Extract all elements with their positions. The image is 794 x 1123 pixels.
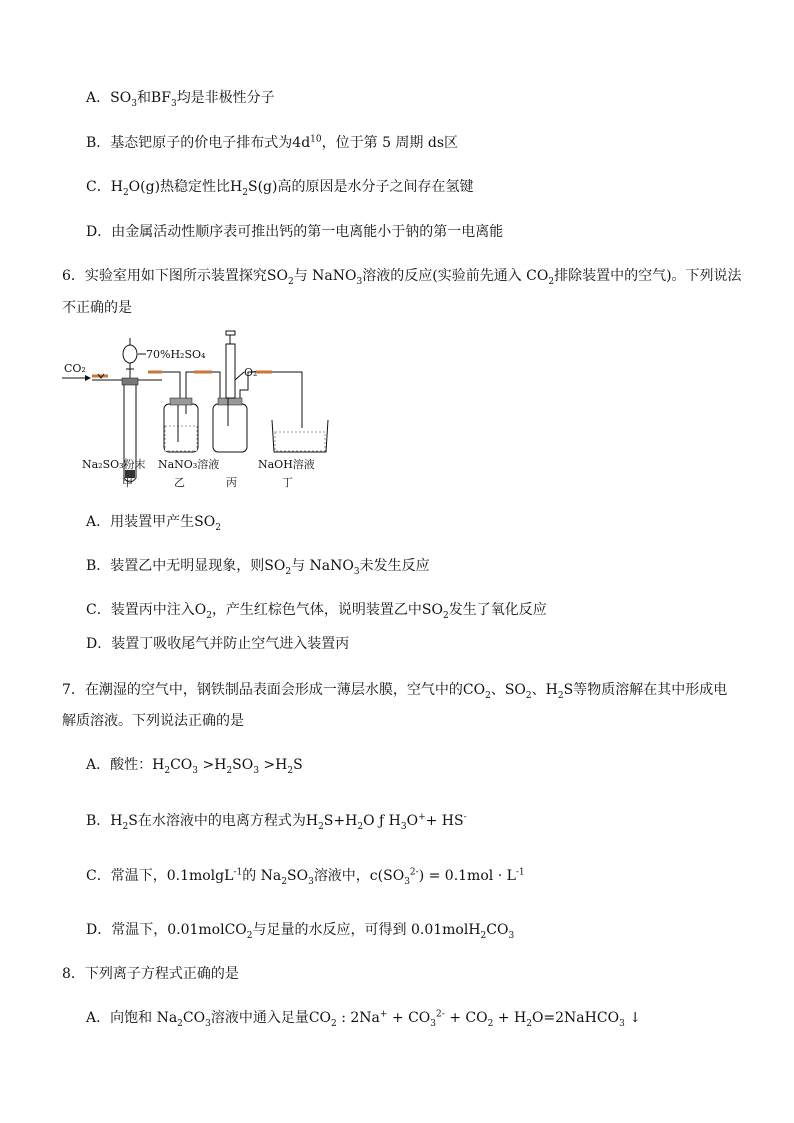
beaker-ding	[272, 420, 328, 452]
q5-option-d: D．由金属活动性顺序表可推出钙的第一电离能小于钠的第一电离能	[86, 224, 504, 240]
bottle-yi	[164, 398, 198, 452]
reagent-jia-label: Na₂SO₃粉末	[82, 458, 146, 471]
apparatus-bing-label: 丙	[226, 476, 237, 489]
q6-option-d: D．装置丁吸收尾气并防止空气进入装置丙	[86, 636, 350, 652]
q7-option-d: D．常温下，0.01molCO$_2$与足量的水反应，可得到 $0.01molH_2CO_3$	[86, 922, 515, 941]
q7-option-a: A．酸性：$H_2CO_3 >H_2SO_3 >H_2S$	[86, 757, 303, 776]
reagent-yi-label: NaNO₃溶液	[158, 458, 220, 471]
q8-option-a: A．向饱和 $Na_2CO_3$溶液中通入足量$CO_2$ : $2Na^+ + CO_3^{2-} + CO_2$ + $H_2O=2NaHCO_3$ ↓	[86, 1009, 641, 1029]
co2-label: CO₂	[64, 362, 86, 375]
q6-option-b: B．装置乙中无明显现象，则$SO_2$与 NaNO$_3$未发生反应	[86, 558, 430, 577]
q5-option-c: C．$H_2O(g)$热稳定性比$H_2S(g)$高的原因是水分子之间存在氢键	[86, 179, 474, 198]
bottle-bing	[213, 331, 247, 452]
o2-label: O₂	[244, 366, 258, 379]
apparatus-jia-label: 甲	[122, 476, 133, 489]
q5-option-b: B．基态钯原子的价电子排布式为$4d^{10}$，位于第 5 周期 ds区	[86, 134, 459, 151]
q6-stem-line2: 不正确的是	[62, 300, 132, 316]
acid-label: 70%H₂SO₄	[146, 348, 206, 361]
q7-option-b: B．$H_2S$在水溶液中的电离方程式为$H_2S+H_2O$ ƒ $H_3O^++ HS^-$	[86, 812, 467, 832]
q6-option-a: A．用装置甲产生$SO_2$	[86, 514, 221, 533]
apparatus-ding-label: 丁	[282, 476, 293, 489]
q7-stem-line1: 7．在潮湿的空气中，钢铁制品表面会形成一薄层水膜，空气中的$CO_2$、$SO_2$、$H_2S$等物质溶解在其中形成电	[62, 682, 728, 701]
reagent-ding-label: NaOH溶液	[258, 458, 315, 471]
q7-stem-line2: 解质溶液。下列说法正确的是	[62, 713, 244, 729]
apparatus-yi-label: 乙	[174, 476, 185, 489]
apparatus-diagram	[60, 330, 340, 492]
q8-stem: 8．下列离子方程式正确的是	[62, 966, 239, 982]
q7-option-c: C．常温下，0.1molgL$^{-1}$的 $Na_2SO_3$溶液中，$c(SO_3^{2-}) = 0.1mol \cdot L^{-1}$	[86, 867, 525, 887]
q6-stem-line1: 6．实验室用如下图所示装置探究$SO_2$与 NaNO$_3$溶液的反应(实验前先通入 $CO_2$排除装置中的空气)。下列说法	[62, 268, 742, 287]
q6-option-c: C．装置丙中注入$O_2$，产生红棕色气体，说明装置乙中$SO_2$发生了氧化反应	[86, 602, 547, 621]
q5-option-a: A．$SO_3$和$BF_3$均是非极性分子	[86, 90, 275, 109]
